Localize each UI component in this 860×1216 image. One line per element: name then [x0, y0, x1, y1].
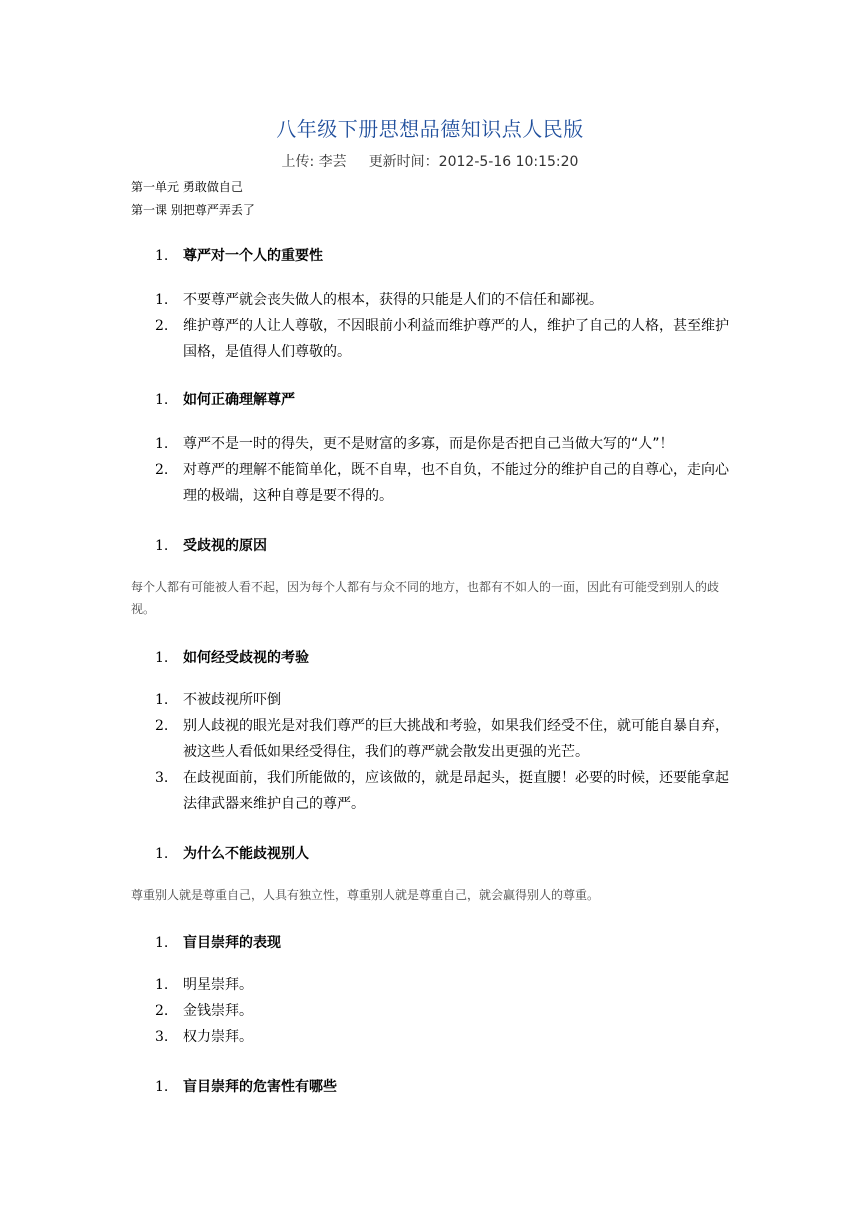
- list-item: [155, 457, 735, 509]
- item-number: 3.: [155, 770, 169, 786]
- section-number: 1.: [155, 650, 169, 666]
- section-heading: [155, 843, 309, 863]
- section-heading-text: 尊严对一个人的重要性: [183, 248, 323, 264]
- uploader: 上传: 李芸: [281, 154, 347, 170]
- section-heading-text: 如何正确理解尊严: [183, 392, 295, 408]
- item-number: 1.: [155, 977, 169, 993]
- section-heading: [155, 389, 295, 409]
- section-heading: [155, 1076, 337, 1096]
- section-paragraph: 每个人都有可能被人看不起，因为每个人都有与众不同的地方，也都有不如人的一面，因此有可能受到别人的歧视。: [131, 580, 720, 616]
- item-text: 不要尊严就会丧失做人的根本，获得的只能是人们的不信任和鄙视。: [183, 292, 603, 308]
- list-item: [155, 431, 735, 457]
- lesson-title: 第一课 别把尊严弄丢了: [131, 203, 255, 217]
- item-number: 1.: [155, 292, 169, 308]
- item-text: 维护尊严的人让人尊敬，不因眼前小利益而维护尊严的人，维护了自己的人格，甚至维护国格，是值得人们尊敬的。: [183, 318, 729, 360]
- section-heading-text: 受歧视的原因: [183, 538, 267, 554]
- item-text: 金钱崇拜。: [183, 1003, 253, 1019]
- section-number: 1.: [155, 248, 169, 264]
- unit-title: 第一单元 勇敢做自己: [131, 180, 243, 194]
- document-title: 八年级下册思想品德知识点人民版: [276, 117, 584, 141]
- item-text: 在歧视面前，我们所能做的，应该做的，就是昂起头，挺直腰！必要的时候，还要能拿起法律武器来维护自己的尊严。: [183, 770, 729, 812]
- section-heading-text: 盲目崇拜的危害性有哪些: [183, 1079, 337, 1095]
- item-text: 对尊严的理解不能简单化，既不自卑，也不自负，不能过分的维护自己的自尊心，走向心理的极端，这种自尊是要不得的。: [183, 462, 729, 504]
- item-text: 明星崇拜。: [183, 977, 253, 993]
- section-heading: [155, 932, 281, 952]
- list-item: [155, 687, 735, 713]
- list-item: [155, 713, 735, 765]
- list-item: [155, 1024, 735, 1050]
- section-number: 1.: [155, 1079, 169, 1095]
- document-meta: [0, 151, 860, 171]
- list-item: [155, 313, 735, 365]
- section-heading-text: 如何经受歧视的考验: [183, 650, 309, 666]
- list-item: [155, 998, 735, 1024]
- item-text: 别人歧视的眼光是对我们尊严的巨大挑战和考验，如果我们经受不住，就可能自暴自弃，被这些人看低如果经受得住，我们的尊严就会散发出更强的光芒。: [183, 718, 729, 760]
- section-paragraph: 尊重别人就是尊重自己，人具有独立性，尊重别人就是尊重自己，就会赢得别人的尊重。: [131, 888, 600, 902]
- item-text: 权力崇拜。: [183, 1029, 253, 1045]
- item-number: 2.: [155, 718, 169, 734]
- list-item: [155, 765, 735, 817]
- section-number: 1.: [155, 935, 169, 951]
- section-heading: [155, 647, 309, 667]
- item-number: 1.: [155, 692, 169, 708]
- section-heading: [155, 535, 267, 555]
- item-number: 2.: [155, 462, 169, 478]
- section-heading-text: 为什么不能歧视别人: [183, 846, 309, 862]
- section-heading-text: 盲目崇拜的表现: [183, 935, 281, 951]
- section-number: 1.: [155, 846, 169, 862]
- item-number: 1.: [155, 436, 169, 452]
- list-item: [155, 972, 735, 998]
- item-number: 3.: [155, 1029, 169, 1045]
- list-item: [155, 287, 735, 313]
- item-text: 尊严不是一时的得失，更不是财富的多寡，而是你是否把自己当做大写的“人”！: [183, 436, 674, 452]
- section-number: 1.: [155, 538, 169, 554]
- update-time: 更新时间：2012-5-16 10:15:20: [368, 154, 579, 170]
- item-number: 2.: [155, 318, 169, 334]
- section-number: 1.: [155, 392, 169, 408]
- section-heading: [155, 245, 323, 265]
- item-number: 2.: [155, 1003, 169, 1019]
- item-text: 不被歧视所吓倒: [183, 692, 281, 708]
